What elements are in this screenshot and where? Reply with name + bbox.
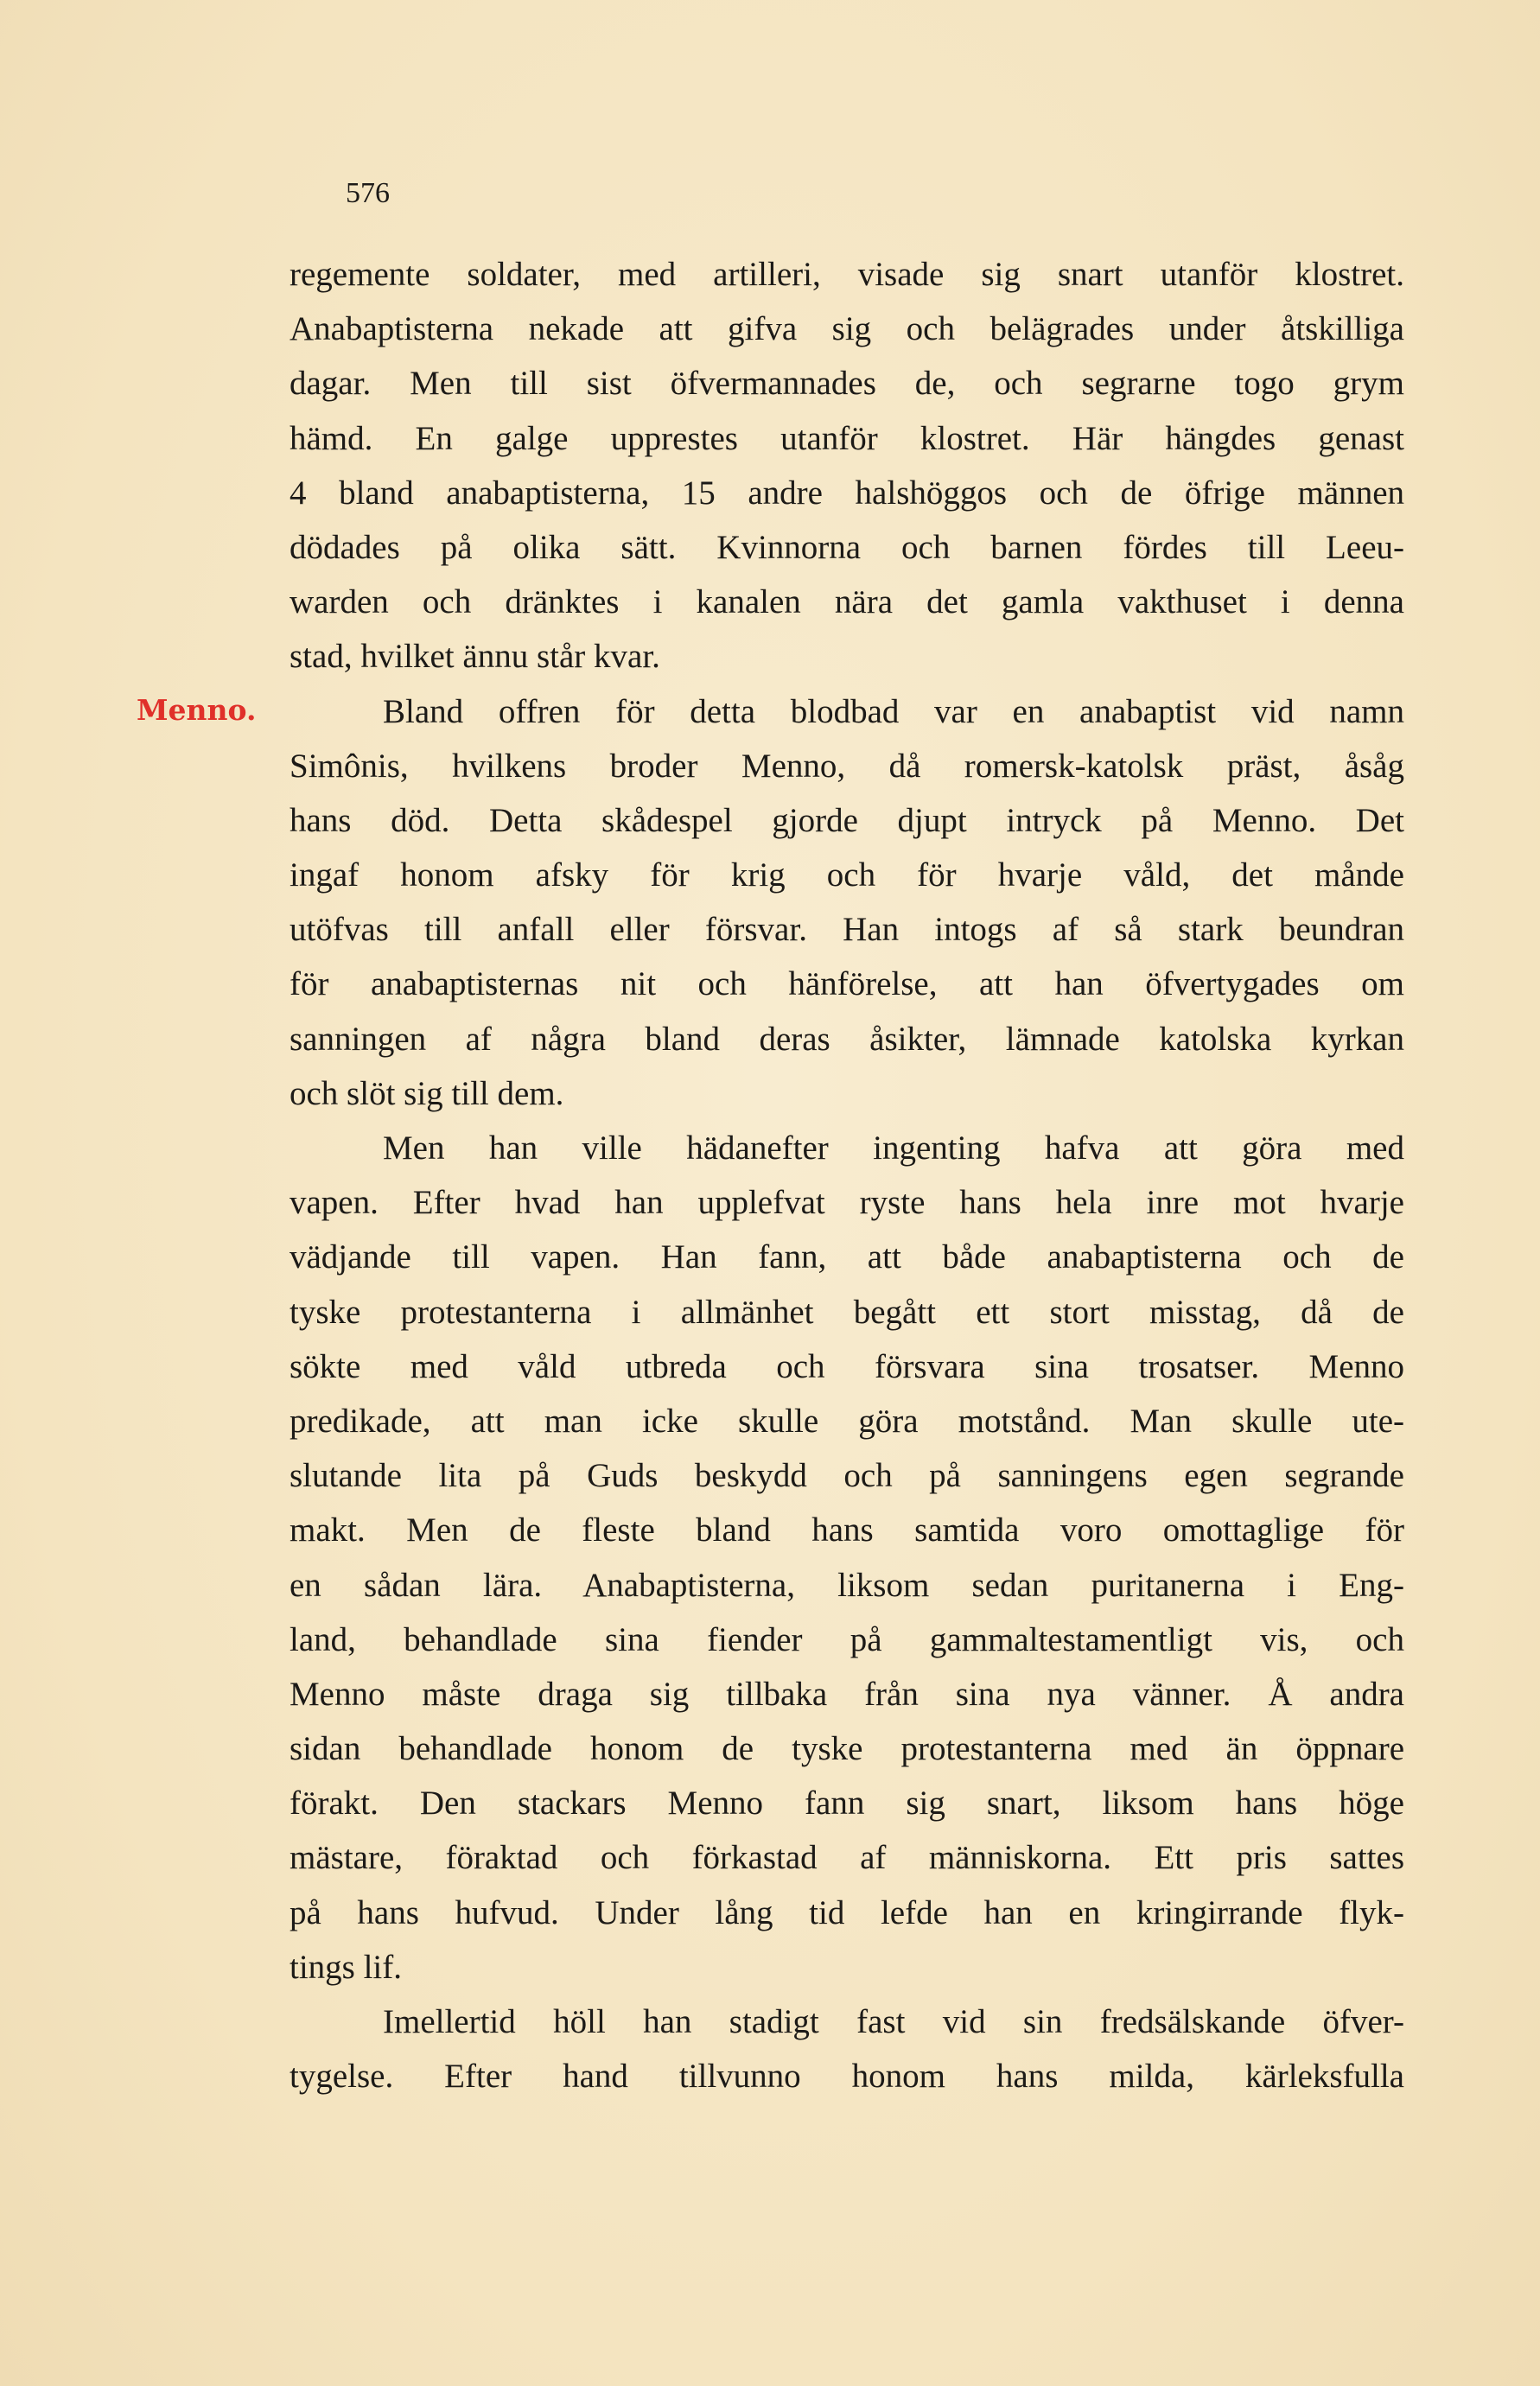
text-line: dagar. Men till sist öfvermannades de, och segrarne togo grym — [290, 365, 1404, 403]
text-line: vapen. Efter hvad han upplefvat ryste hans hela inre mot hvarje — [290, 1184, 1404, 1222]
text-line: en sådan lära. Anabaptisterna, liksom sedan puritanerna i Eng- — [290, 1566, 1404, 1604]
paragraph — [290, 684, 1404, 1122]
page-number: 576 — [346, 177, 390, 209]
text-line: stad, hvilket ännu står kvar. — [290, 638, 660, 676]
text-line: sidan behandlade honom de tyske protestanterna med än öppnare — [290, 1730, 1404, 1768]
text-line: Men han ville hädanefter ingenting hafva att göra med — [383, 1129, 1404, 1167]
text-line: hämd. En galge upprestes utanför klostret. Här hängdes genast — [290, 419, 1404, 457]
text-line: Simônis, hvilkens broder Menno, då romersk-katolsk präst, åsåg — [290, 747, 1404, 785]
paragraph — [290, 1121, 1404, 1995]
text-line: vädjande till vapen. Han fann, att både anabaptisterna och de — [290, 1238, 1404, 1276]
text-line: slutande lita på Guds beskydd och på sanningens egen segrande — [290, 1457, 1404, 1495]
text-line: land, behandlade sina fiender på gammaltestamentligt vis, och — [290, 1620, 1404, 1658]
text-line: tygelse. Efter hand tillvunno honom hans milda, kärleksfulla — [290, 2058, 1404, 2096]
text-line: dödades på olika sätt. Kvinnorna och barnen fördes till Leeu- — [290, 528, 1404, 566]
text-line: på hans hufvud. Under lång tid lefde han en kringirrande flyk- — [290, 1893, 1404, 1931]
text-line: hans död. Detta skådespel gjorde djupt intryck på Menno. Det — [290, 801, 1404, 839]
text-line: tyske protestanterna i allmänhet begått ett stort misstag, då de — [290, 1293, 1404, 1331]
text-line: regemente soldater, med artilleri, visade sig snart utanför klostret. — [290, 256, 1404, 293]
text-line: och slöt sig till dem. — [290, 1074, 564, 1112]
text-line: Bland offren för detta blodbad var en anabaptist vid namn — [383, 692, 1404, 730]
text-line: tings lif. — [290, 1948, 403, 1986]
text-line: sökte med våld utbreda och försvara sina trosatser. Menno — [290, 1347, 1404, 1385]
text-line: makt. Men de fleste bland hans samtida voro omottaglige för — [290, 1511, 1404, 1549]
text-line: för anabaptisternas nit och hänförelse, att han öfvertygades om — [290, 965, 1404, 1003]
margin-note-menno: Menno. — [137, 692, 257, 727]
text-line: predikade, att man icke skulle göra motstånd. Man skulle ute- — [290, 1402, 1404, 1440]
paragraph — [290, 1995, 1404, 2103]
text-line: Anabaptisterna nekade att gifva sig och belägrades under åtskilliga — [290, 310, 1404, 348]
text-line: 4 bland anabaptisterna, 15 andre halshöggos och de öfrige männen — [290, 474, 1404, 512]
text-line: utöfvas till anfall eller försvar. Han intogs af så stark beundran — [290, 911, 1404, 949]
text-line: Menno måste draga sig tillbaka från sina nya vänner. Å andra — [290, 1675, 1404, 1713]
text-line: sanningen af några bland deras åsikter, lämnade katolska kyrkan — [290, 1020, 1404, 1058]
text-line: förakt. Den stackars Menno fann sig snart, liksom hans höge — [290, 1785, 1404, 1823]
paragraph — [290, 247, 1404, 684]
body-text — [290, 247, 1404, 2103]
text-line: Imellertid höll han stadigt fast vid sin fredsälskande öfver- — [383, 2003, 1404, 2040]
text-line: ingaf honom afsky för krig och för hvarje våld, det månde — [290, 856, 1404, 894]
text-line: warden och dränktes i kanalen nära det gamla vakthuset i denna — [290, 583, 1404, 621]
text-line: mästare, föraktad och förkastad af människorna. Ett pris sattes — [290, 1839, 1404, 1877]
